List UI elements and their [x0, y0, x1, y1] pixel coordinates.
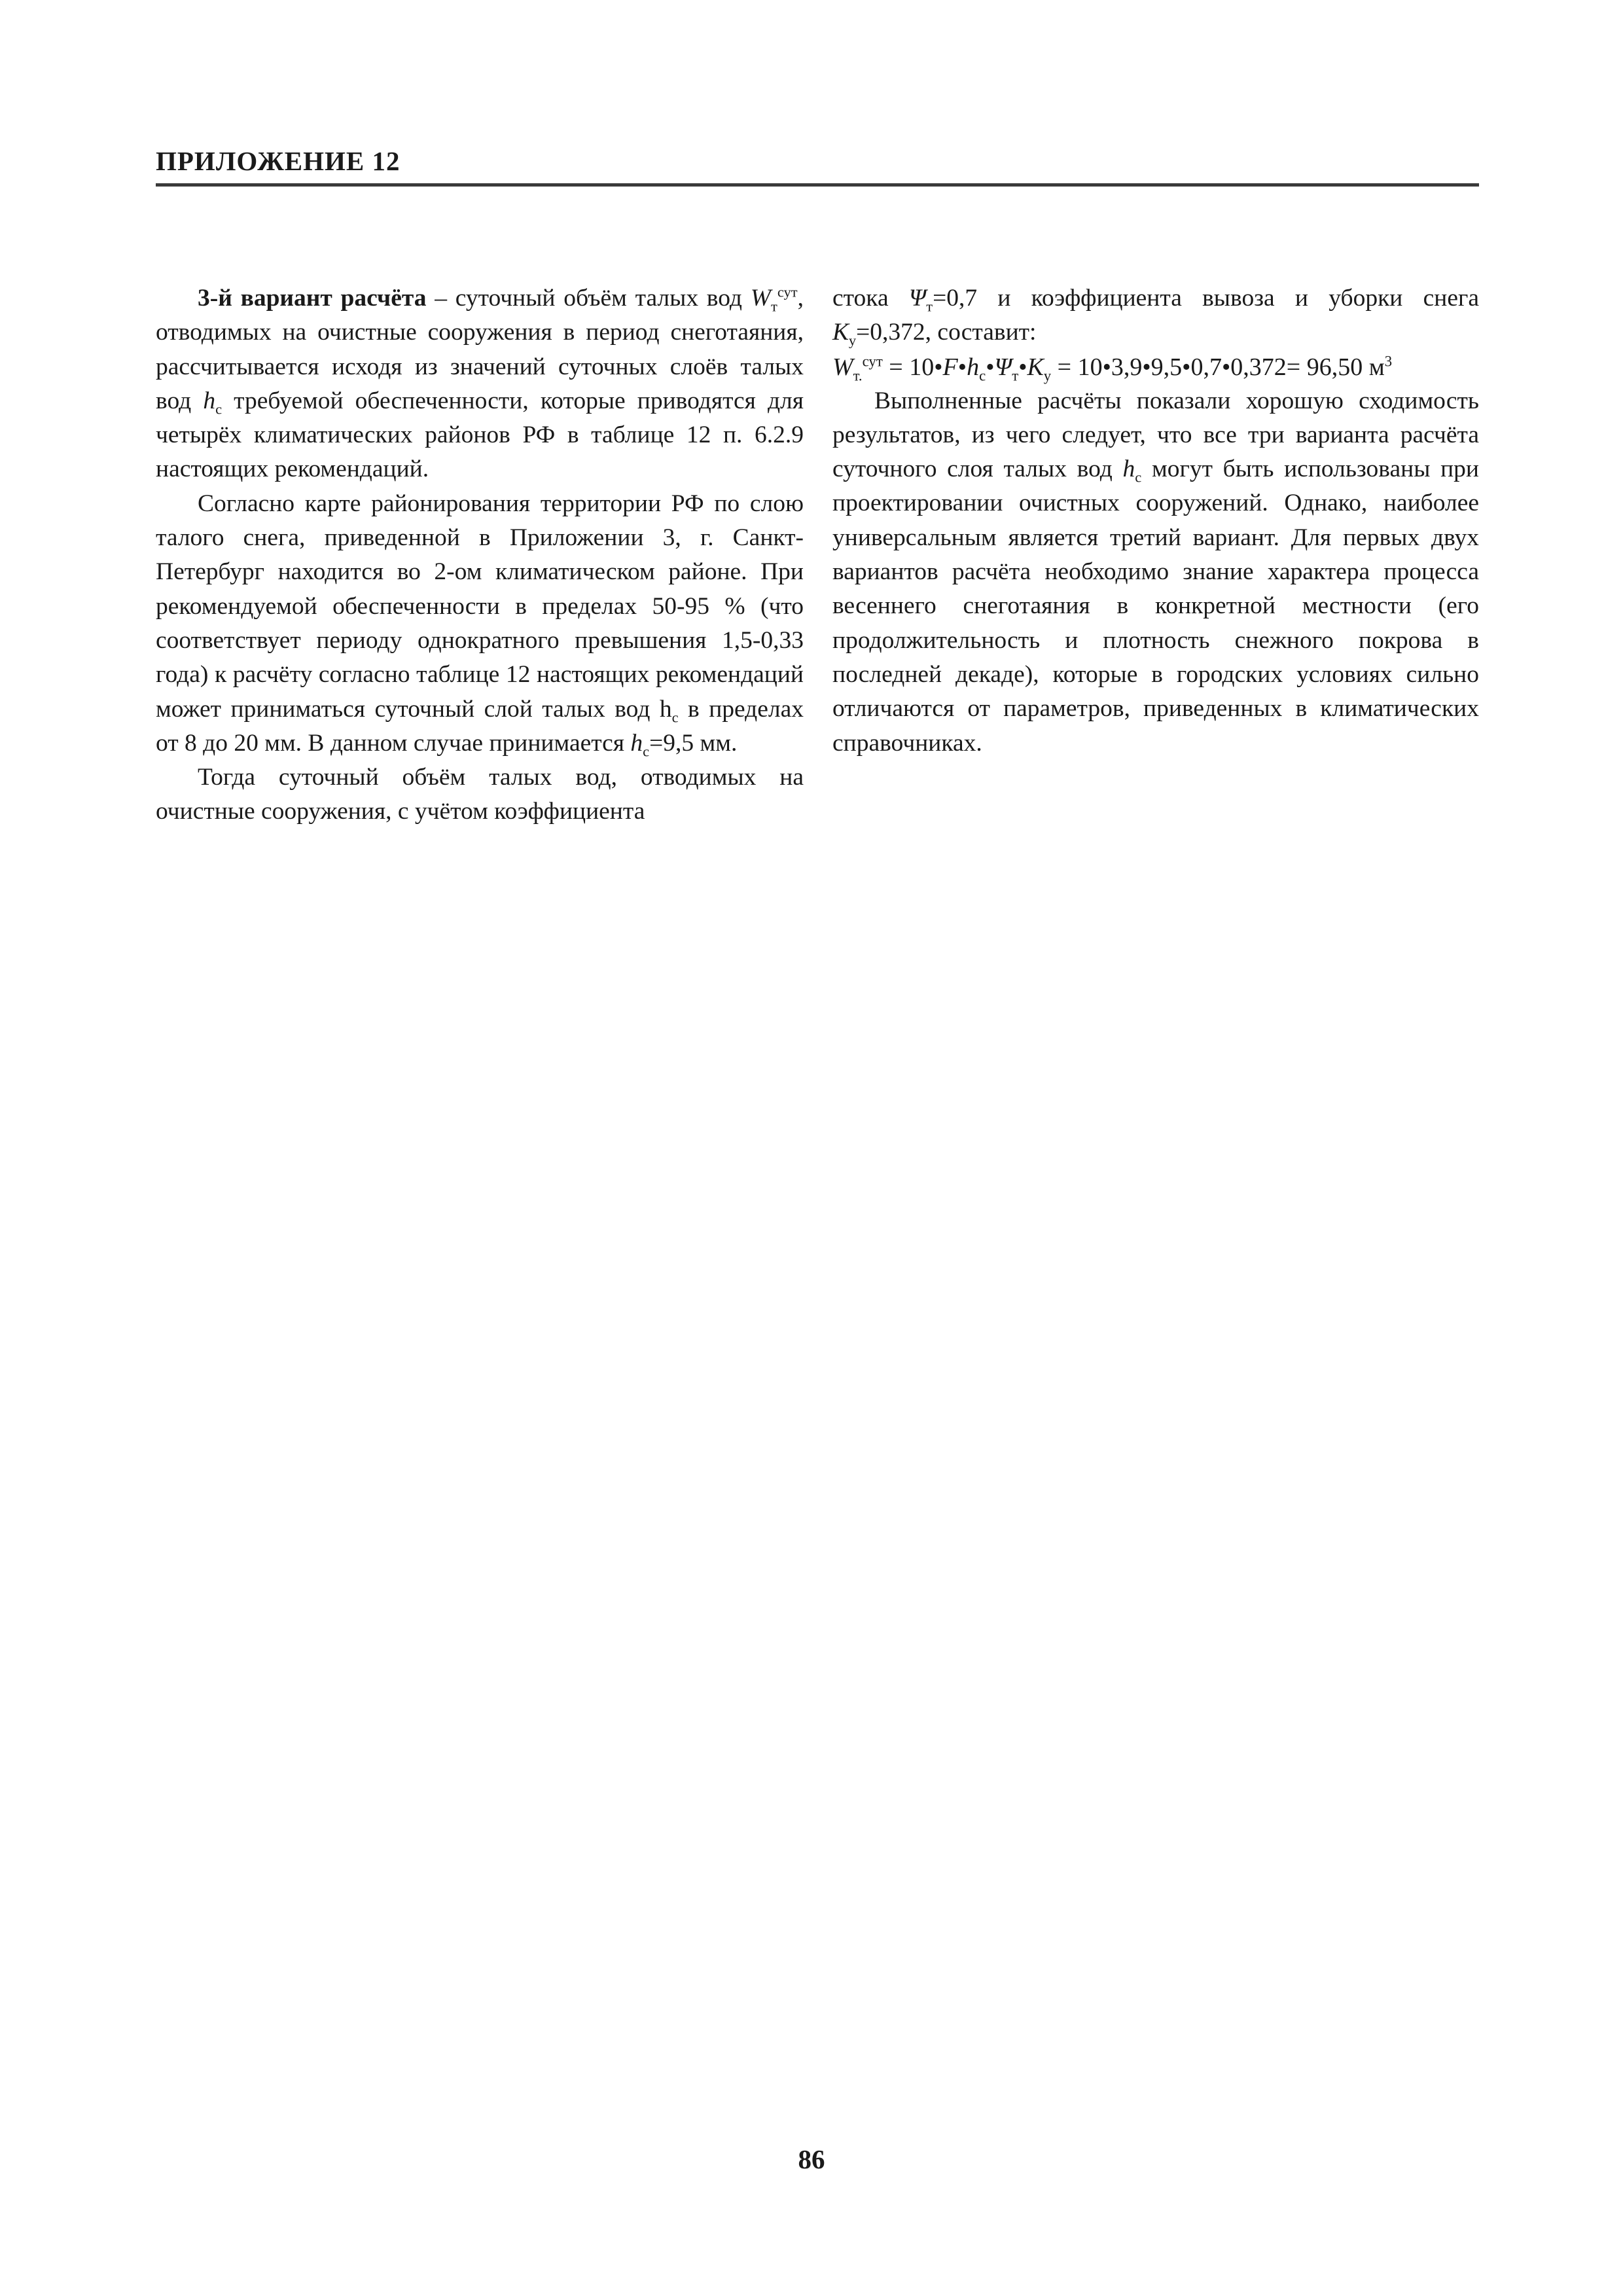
superscript: 3: [1384, 352, 1393, 369]
formula-daily-volume: [832, 350, 1479, 384]
paragraph-lead: 3-й вариант расчёта: [198, 285, 427, 312]
subscript: т: [926, 298, 933, 315]
variable-psi: Ψ: [908, 285, 927, 312]
variable-h: h: [630, 729, 643, 757]
subscript: у: [1043, 367, 1052, 384]
text-fragment: =9,5 мм.: [649, 729, 738, 757]
text-fragment: Выполненные расчёты показали хорошую сходимость результатов, из чего следует, что все три варианта расчёта суточного слоя талых вод: [832, 387, 1479, 483]
paragraph-variant-3: [156, 281, 804, 487]
formula-fragment: •: [957, 353, 967, 381]
text-fragment: =0,372, составит:: [856, 319, 1037, 346]
text-fragment: Тогда суточный объём талых вод, отводимых на очистные сооружения, с учётом коэффициента: [156, 764, 804, 825]
variable-w: W: [832, 353, 853, 381]
subscript: у: [848, 332, 857, 349]
text-fragment: могут быть использованы при проектировании очистных сооружений. Однако, наиболее универсальным является третий вариант. Для первых двух вариантов расчёта необходимо знание характера процесса весеннего снеготаяния в конкретной местности (его продолжительность и плотность снежного покрова в последней декаде), которые в городских условиях сильно отличаются от параметров, приведенных в климатических справочниках.: [832, 456, 1479, 757]
variable-psi: Ψ: [994, 353, 1012, 381]
variable-h-plain: h: [659, 695, 672, 723]
text-fragment: , отводимых на очистные сооружения в период снеготаяния, рассчитывается исходя из значений суточных слоёв талых вод: [156, 285, 804, 414]
variable-f: F: [942, 353, 958, 381]
paragraph-district: [156, 487, 804, 761]
text-fragment: Согласно карте районирования территории РФ по слою талого снега, приведенной в Приложении 3, г. Санкт-Петербург находится во 2-ом климатическом районе. При рекомендуемой обеспеченности в пределах 50-95 % (что соответствует периоду однократного превышения 1,5-0,33 года) к расчёту согласно таблице 12 настоящих рекомендаций может приниматься суточный слой талых вод: [156, 490, 804, 723]
subscript: c: [1135, 469, 1142, 486]
paragraph-coefficients: [832, 281, 1479, 350]
page-header-title: ПРИЛОЖЕНИЕ 12: [156, 146, 401, 176]
formula-fragment: = 10•: [882, 353, 943, 381]
superscript: сут: [777, 283, 798, 300]
text-fragment: – суточный объём талых вод: [426, 285, 751, 312]
text-fragment: стока: [832, 285, 909, 312]
formula-fragment: •: [1018, 353, 1027, 381]
paragraph-volume-intro: [156, 761, 804, 829]
variable-h: h: [203, 387, 216, 414]
page-number: 86: [798, 2144, 825, 2174]
paragraph-conclusion: [832, 384, 1479, 761]
subscript: c: [979, 367, 986, 384]
formula-fragment: = 10•3,9•9,5•0,7•0,372= 96,50 м: [1051, 353, 1385, 381]
right-column: [832, 281, 1479, 761]
subscript: т: [771, 298, 777, 315]
text-fragment: =0,7 и коэффициента вывоза и уборки снега: [933, 285, 1479, 312]
text-fragment: в пределах от 8 до 20 мм. В данном случае принимается: [156, 695, 804, 757]
subscript: c: [671, 709, 679, 726]
text-fragment: требуемой обеспеченности, которые приводятся для четырёх климатических районов РФ в таблице 12 п. 6.2.9 настоящих рекомендаций.: [156, 387, 804, 483]
formula-fragment: •: [986, 353, 995, 381]
superscript: сут: [862, 352, 883, 369]
left-column: [156, 281, 804, 829]
header-divider: [156, 183, 1479, 187]
variable-k: К: [832, 319, 849, 346]
subscript: т.: [853, 367, 863, 384]
subscript: c: [215, 401, 223, 418]
subscript: т: [1012, 367, 1019, 384]
variable-h: h: [967, 353, 980, 381]
variable-h: h: [1122, 456, 1135, 483]
variable-k: К: [1027, 353, 1044, 381]
subscript: c: [643, 743, 650, 760]
variable-w: W: [750, 285, 771, 312]
